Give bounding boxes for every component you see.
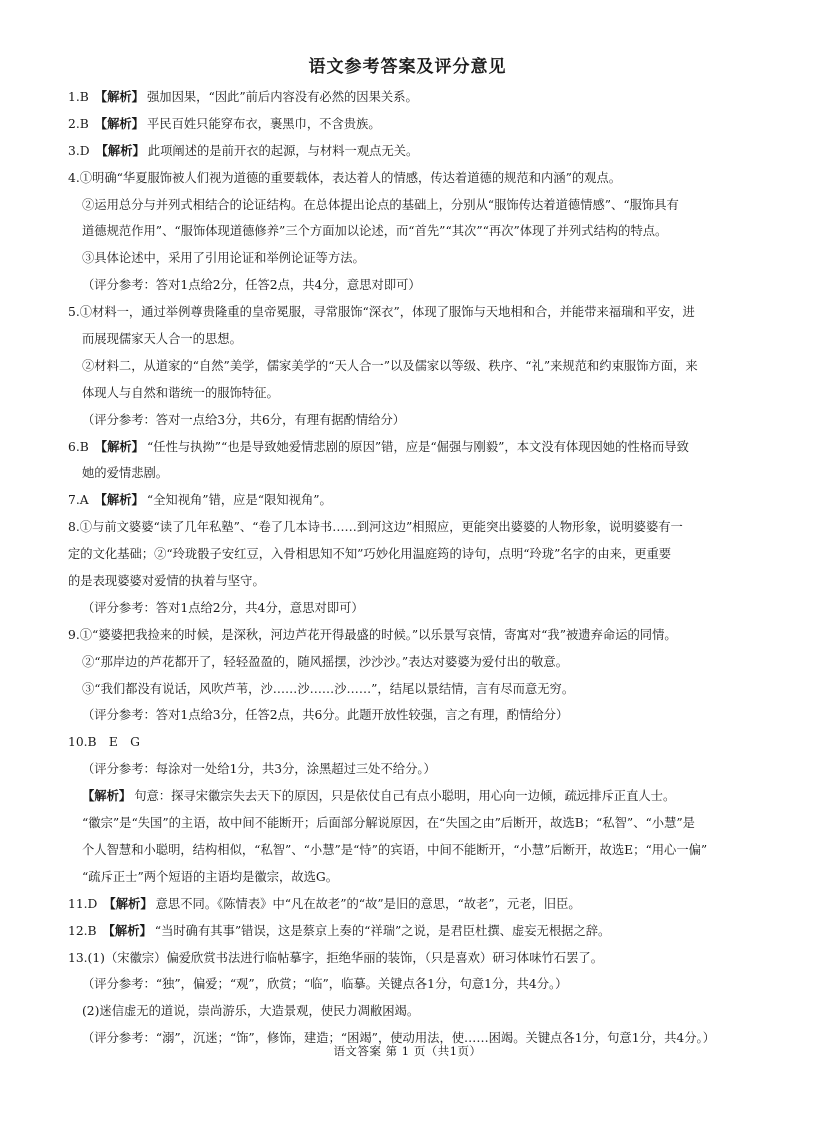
analysis-tag: 【解析】 <box>103 896 153 911</box>
line-text: 而展现儒家天人合一的思想。 <box>82 332 242 347</box>
answer-line <box>68 945 756 972</box>
answer-line <box>68 353 756 380</box>
line-text: “疏斥正士”两个短语的主语均是徽宗，故选G。 <box>82 869 339 884</box>
analysis-tag: 【解析】 <box>94 90 144 104</box>
question-number: 6.B <box>68 439 89 454</box>
answer-line <box>68 245 756 272</box>
page-title: 语文参考答案及评分意见 <box>308 57 507 77</box>
answer-line <box>68 676 756 703</box>
line-text: 她的爱情悲剧。 <box>82 466 169 481</box>
analysis-tag: 【解析】 <box>94 439 144 454</box>
line-text: 道德规范作用”、“服饰体现道德修养”三个方面加以论述，而“首先”“其次”“再次”体现了并列式结构的特点。 <box>82 224 668 239</box>
line-text: (2)迷信虚无的道说，崇尚游乐，大造景观，使民力凋敝困竭。 <box>82 1004 420 1019</box>
line-text: （评分参考：“溺”，沉迷；“饰”，修饰，建造；“困竭”，使动用法，使……困竭。关键点各1分，句意1分，共4分。） <box>82 1031 715 1046</box>
line-text: “当时确有其事”错误，这是蔡京上奏的“祥瑞”之说，是君臣杜撰、虚妄无根据之辞。 <box>154 923 611 938</box>
answer-line <box>68 568 756 595</box>
analysis-tag: 【解析】 <box>102 923 152 938</box>
line-text: 9.①“婆婆把我捡来的时候，是深秋，河边芦花开得最盛的时候。”以乐景写哀情，寄寓对“我”被遗弃命运的同情。 <box>68 627 677 642</box>
line-text: 4.①明确“华夏服饰被人们视为道德的重要载体，表达着人的情感，传达着道德的规范和内涵”的观点。 <box>68 170 622 185</box>
answer-line <box>68 111 756 138</box>
line-text: 此项阐述的是前开衣的起源，与材料一观点无关。 <box>147 143 419 158</box>
analysis-tag: 【解析】 <box>94 116 144 131</box>
page-footer: 语文答案 第 1 页（共1页） <box>333 1044 482 1058</box>
line-text: “全知视角”错，应是“限知视角”。 <box>146 493 332 508</box>
line-text: （评分参考：答对一点给3分，共6分，有理有据酌情给分） <box>82 412 406 427</box>
answer-line <box>68 864 756 891</box>
answer-line <box>68 407 756 434</box>
answer-line <box>68 729 756 756</box>
answer-line <box>68 218 756 245</box>
analysis-tag: 【解析】 <box>95 143 145 158</box>
line-text: （评分参考：答对1点给2分，任答2点，共4分，意思对即可） <box>82 278 421 293</box>
line-text: 13.(1)（宋徽宗）偏爱欣赏书法进行临帖摹字，拒绝华丽的装饰，（只是喜欢）研习体味竹石罢了。 <box>68 950 603 965</box>
question-number: 3.D <box>68 143 90 158</box>
question-number: 12.B <box>68 923 97 938</box>
line-text: ②“那岸边的芦花都开了，轻轻盈盈的，随风摇摆，沙沙沙。”表达对婆婆为爱付出的敬意。 <box>82 654 569 669</box>
line-text: （评分参考：“独”，偏爱；“观”，欣赏；“临”，临摹。关键点各1分，句意1分，共4分。） <box>82 977 568 992</box>
question-number: 1.B <box>68 90 89 104</box>
answer-line <box>68 702 756 729</box>
answer-line <box>68 756 756 783</box>
line-text: ②材料二，从道家的“自然”美学，儒家美学的“天人合一”以及儒家以等级、秩序、“礼”来规范和约束服饰方面，来 <box>82 358 698 373</box>
answer-line <box>68 272 756 299</box>
line-text: 体现人与自然和谐统一的服饰特征。 <box>82 385 279 400</box>
answer-line <box>68 891 756 918</box>
answer-line <box>68 299 756 326</box>
line-text: 平民百姓只能穿布衣，裹黑巾，不含贵族。 <box>146 116 381 131</box>
answer-line <box>68 380 756 407</box>
answer-line <box>68 622 756 649</box>
answer-line <box>68 165 756 192</box>
answer-line <box>68 649 756 676</box>
line-text: 句意：探寻宋徽宗失去天下的原因，只是依仗自己有点小聪明，用心向一边倾，疏远排斥正直人士。 <box>134 789 676 804</box>
line-text: “任性与执拗”“也是导致她爱情悲剧的原因”错，应是“倔强与刚毅”，本文没有体现因她的性格而导致 <box>146 439 689 454</box>
analysis-tag: 【解析】 <box>94 493 144 508</box>
line-text: 10.B E G <box>68 735 140 750</box>
analysis-tag: 【解析】 <box>82 789 132 804</box>
line-text: 个人智慧和小聪明，结构相似，“私智”、“小慧”是“恃”的宾语，中间不能断开，“小慧”后断开，故选E；“用心一偏” <box>82 842 708 857</box>
answer-line <box>68 138 756 165</box>
line-text: 意思不同。《陈情表》中“凡在故老”的“故”是旧的意思，“故老”，元老，旧臣。 <box>155 896 581 911</box>
answer-line <box>68 810 756 837</box>
answer-line <box>68 541 756 568</box>
line-text: （评分参考：答对1点给2分，共4分，意思对即可） <box>82 600 364 615</box>
line-text: （评分参考：答对1点给3分，任答2点，共6分。此题开放性较强，言之有理，酌情给分） <box>82 708 569 723</box>
answer-line <box>68 84 756 111</box>
answer-line <box>68 971 756 998</box>
line-text: 8.①与前文婆婆“读了几年私塾”、“卷了几本诗书……到河这边”相照应，更能突出婆婆的人物形象，说明婆婆有一 <box>68 520 683 535</box>
line-text: 5.①材料一，通过举例尊贵隆重的皇帝冕服，寻常服饰“深衣”，体现了服饰与天地相和合，并能带来福瑞和平安，进 <box>68 305 695 320</box>
answer-line <box>68 918 756 945</box>
question-number: 2.B <box>68 116 89 131</box>
line-text: （评分参考：每涂对一处给1分，共3分，涂黑超过三处不给分。） <box>82 762 436 777</box>
line-text: 的是表现婆婆对爱情的执着与坚守。 <box>68 574 265 589</box>
answer-line <box>68 192 756 219</box>
line-text: ③具体论述中，采用了引用论证和举例论证等方法。 <box>82 251 365 266</box>
answer-line <box>68 998 756 1025</box>
question-number: 7.A <box>68 493 89 508</box>
answer-line <box>68 326 756 353</box>
answer-line <box>68 783 756 810</box>
answer-line <box>68 434 756 461</box>
line-text: ③“我们都没有说话，风吹芦苇，沙……沙……沙……”，结尾以景结情，言有尽而意无穷。 <box>82 681 575 696</box>
line-text: 定的文化基础；②“玲珑骰子安红豆，入骨相思知不知”巧妙化用温庭筠的诗句，点明“玲珑”名字的由来，更重要 <box>68 547 672 562</box>
answer-line <box>68 837 756 864</box>
question-number: 11.D <box>68 896 98 911</box>
answer-line <box>68 514 756 541</box>
answer-line <box>68 487 756 514</box>
line-text: 强加因果，“因此”前后内容没有必然的因果关系。 <box>146 90 418 104</box>
line-text: “徽宗”是“失国”的主语，故中间不能断开；后面部分解说原因，在“失国之由”后断开，故选B；“私智”、“小慧”是 <box>82 816 695 831</box>
line-text: ②运用总分与并列式相结合的论证结构。在总体提出论点的基础上，分别从“服饰传达着道德情感”、“服饰具有 <box>82 197 679 212</box>
answer-content <box>68 84 756 1052</box>
answer-line <box>68 460 756 487</box>
answer-line <box>68 595 756 622</box>
